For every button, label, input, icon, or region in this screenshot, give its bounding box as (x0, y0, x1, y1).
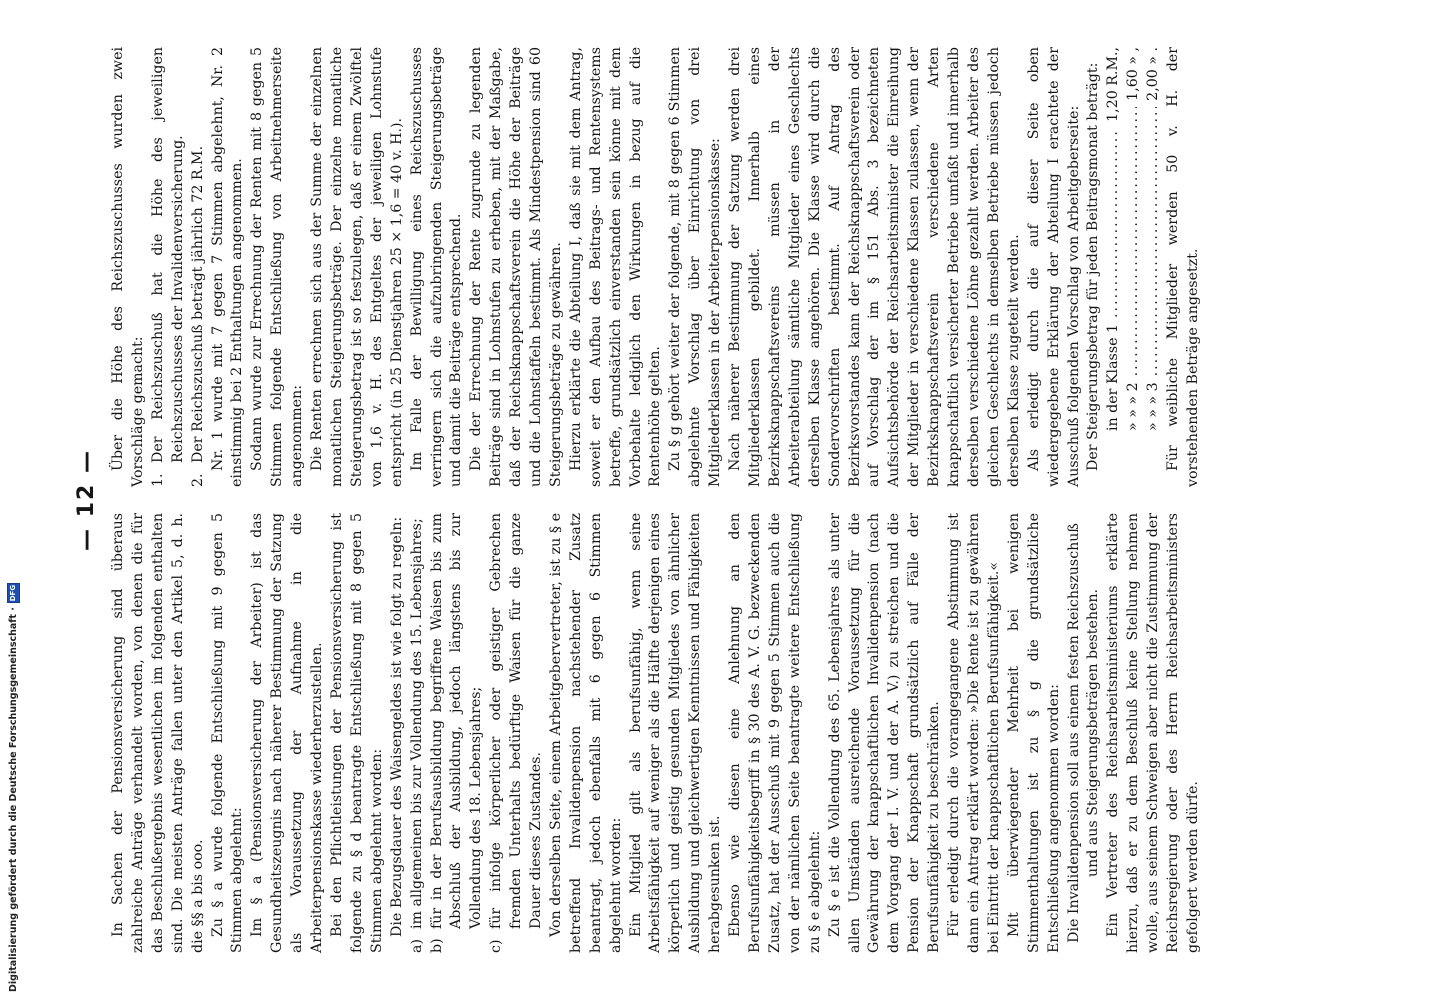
paragraph: Ein Mitglied gilt als berufsunfähig, wenn seine Arbeitsfähigkeit auf weniger als die Hälfte derjenigen eines körperlich und geistig gesunden Mitgliedes von ähnlicher Ausbildung und gleichwertigen Kenntnissen und Fähigkeiten herabgesunken ist. (627, 513, 724, 953)
list-item-text: Der Reichszuschuß beträgt jährlich 72 R.M. (189, 145, 206, 463)
dfg-logo-icon: DFG (7, 583, 20, 603)
text-columns (109, 47, 1204, 953)
list-item (487, 513, 547, 953)
dot-leader (1144, 107, 1164, 377)
list-marker: 1. (149, 473, 166, 487)
list-item (149, 47, 189, 487)
paragraph: Die Bezugsdauer des Waisengeldes ist wie folgt zu regeln: (388, 516, 405, 937)
paragraph: Sodann wurde zur Errechnung der Renten mit 8 gegen 5 Stimmen folgende Entschließung von Arbeitnehmerseite angenommen: (249, 47, 306, 487)
paragraph: Die Renten errechnen sich aus der Summe der einzelnen monatlichen Steigerungsbeträge. Der einzelne monatliche Steigerungsbetrag ist so festzulegen, daß er einem Zwölftel von 1,6 v. H. des Entgeltes der jeweiligen Lohnstufe entspricht (in 25 Dienstjahren 25 × 1,6 = 40 v. H.). (309, 47, 405, 487)
left-column (109, 513, 1204, 953)
paragraph: Zu § a wurde folgende Entschließung mit 9 gegen 5 Stimmen abgelehnt: (209, 513, 246, 953)
document-page (60, 5, 1390, 995)
paragraph: Hierzu erklärte die Abteilung I, daß sie mit dem Antrag, soweit er den Aufbau des Beitrags- und Rentensystems betreffe, grundsätzlich einverstanden sein könne mit dem Vorbehalte lediglich den Wirkungen in bezug auf die Rentenhöhe gelten. (567, 47, 664, 487)
paragraph: Von derselben Seite, einem Arbeitgebervertreter, ist zu § e betreffend Invalidenpension nachstehender Zusatz beantragt, jedoch ebenfalls mit 6 gegen 6 Stimmen abgelehnt worden: (547, 513, 624, 953)
list-marker: b) (428, 938, 445, 953)
list-item (189, 47, 209, 487)
paragraph: Ein Vertreter des Reichsarbeitsministeriums erklärte hierzu, daß er zu dem Beschluß keine Stellung nehmen wolle, aus seinem Schweigen aber nicht die Zustimmung der Reichsregierung oder des Herrn Reichsarbeitsministers gefolgert werden dürfe. (1105, 513, 1201, 953)
paragraph: Zu § e ist die Vollendung des 65. Lebensjahres als unter allen Umständen ausreichende Voraussetzung für die Gewährung der knappschaftlichen Invalidenpension (nach dem Vorgang der I. V. und der A. V.) zu streichen und die Pension der Knappschaft grundsätzlich auf Fälle der Berufsunfähigkeit zu beschränken. (826, 513, 943, 953)
list-marker: a) (408, 939, 425, 953)
list-marker: c) (488, 939, 505, 953)
paragraph: Über die Höhe des Reichszuschusses wurden zwei Vorschläge gemacht: (110, 47, 146, 487)
rate-value: 2,00 » . (1145, 47, 1162, 101)
rate-class-label: in der Klasse 1 (1105, 323, 1122, 431)
centered-resolution: Die Invalidenpension soll aus einem festen Reichszuschuß und aus Steigerungsbeträgen bestehen. (1065, 523, 1102, 943)
paragraph: Ebenso wie diesen eine Anlehnung an den Berufsunfähigkeitsbegriff in § 30 des A. V. G. bezweckenden Zusatz, hat der Ausschuß mit 9 gegen 5 Stimmen auch die von der nämlichen Seite beantragte weitere Entschließung zu § e abgelehnt: (727, 513, 823, 953)
paragraph: Der Steigerungsbetrag für jeden Beitragsmonat beträgt: (1085, 62, 1102, 471)
paragraph: Im Falle der Bewilligung eines Reichszuschusses verringern sich die aufzubringenden Steigerungsbeträge und damit die Beiträge entsprechend. (408, 47, 465, 487)
digitization-footer (6, 0, 20, 1000)
paragraph: Für weibliche Mitglieder werden 50 v. H. der vorstehenden Beträge angesetzt. (1165, 47, 1201, 487)
paragraph: Im § a (Pensionsversicherung der Arbeiter) ist das Gesundheitszeugnis nach näherer Bestimmung der Satzung als Voraussetzung der Aufnahme in die Arbeiterpensionskasse wiederherzustellen. (249, 513, 326, 953)
paragraph: Als erledigt durch die auf dieser Seite oben wiedergegebene Erklärung der Abteilung I erachtete der Ausschuß folgenden Vorschlag von Arbeitgeberseite: (1025, 47, 1082, 487)
rate-value: 1,20 R.M., (1105, 47, 1122, 122)
page-number: — 12 — (74, 449, 99, 551)
list-item (408, 513, 428, 953)
rate-value: 1,60 » , (1125, 47, 1142, 101)
list-marker: 2. (189, 473, 206, 487)
paragraph: Nach näherer Bestimmung der Satzung werden drei Mitgliederklassen gebildet. Innerhalb eines Bezirksknappschaftsvereins müssen in der Arbeiterabteilung sämtliche Mitglieder eines Geschlechts derselben Klasse angehören. Die Klasse wird durch die Sondervorschriften bestimmt. Auf Antrag des Bezirksvorstandes kann der Reichsknappschaftsverein oder auf Vorschlag der im § 151 Abs. 3 bezeichneten Aufsichtsbehörde der Reichsarbeitsminister die Einreihung der Mitglieder in verschiedene Klassen zulassen, wenn der Bezirksknappschaftsverein verschiedene Arten knappschaftlich versicherter Betriebe umfaßt und innerhalb derselben verschiedene Löhne gezahlt werden. Arbeiter des gleichen Geschlechts in demselben Betriebe müssen jedoch derselben Klasse zugeteilt werden. (727, 47, 1022, 487)
dot-leader (1124, 107, 1144, 377)
list-item-text: im allgemeinen bis zur Vollendung des 15. Lebensjahres; (408, 518, 425, 929)
paragraph: In Sachen der Pensionsversicherung sind überaus zahlreiche Anträge verhandelt worden, von denen die für das Beschlußergebnis wesentlichen im folgenden enthalten sind. Die meisten Anträge fallen unter den Artikel 5, d. h. die §§ a bis ooo. (110, 513, 206, 953)
list-item-text: für in der Berufsausbildung begriffene Waisen bis zum Abschluß der Ausbildung, jedoch längstens bis zur Vollendung des 18. Lebensjahres; (428, 513, 485, 929)
rate-class-label: » » » 3 (1145, 382, 1162, 431)
right-column (109, 47, 1204, 487)
paragraph: Bei den Pflichtleistungen der Pensionsversicherung ist folgende zu § d beantragte Entschließung mit 8 gegen 5 Stimmen abgelehnt worden: (328, 513, 385, 953)
paragraph: Für erledigt durch die vorangegangene Abstimmung ist dann ein Antrag erklärt worden: »Die Rente ist zu gewähren bei Eintritt der knappschaftlichen Berufsunfähigkeit.« (946, 513, 1002, 953)
dot-leader (1104, 128, 1124, 318)
list-item (428, 513, 488, 953)
rate-row (1104, 47, 1124, 487)
list-item-text: für infolge körperlicher oder geistiger Gebrechen fremden Unterhalts bedürftige Waisen für die ganze Dauer dieses Zustandes. (488, 513, 545, 929)
paragraph: Nr. 1 wurde mit 7 gegen 7 Stimmen abgelehnt, Nr. 2 einstimmig bei 2 Enthaltungen angenommen. (209, 47, 246, 487)
list-item-text: Der Reichszuschuß hat die Höhe des jeweiligen Reichszuschusses der Invalidenversicherung. (149, 47, 186, 463)
rate-row (1144, 47, 1164, 487)
rate-row (1124, 47, 1144, 487)
paragraph: Die der Errechnung der Rente zugrunde zu legenden Beiträge sind in Lohnstufen zu erheben, mit der Maßgabe, daß der Reichsknappschaftsverein die Höhe der Beiträge und die Lohnstaffeln bestimmt. Als Mindestpension sind 60 Steigerungsbeträge zu gewähren. (468, 47, 564, 487)
paragraph: Zu § g gehört weiter der folgende, mit 8 gegen 6 Stimmen abgelehnte Vorschlag über Einrichtung von drei Mitgliederklassen in der Arbeiterpensionskasse: (667, 47, 724, 487)
footer-text: Digitalisierung gefördert durch die Deutsche Forschungsgemeinschaft · (7, 607, 19, 992)
paragraph: Mit überwiegender Mehrheit bei wenigen Stimmenthaltungen ist zu § g die grundsätzliche Entschließung angenommen worden: (1005, 513, 1062, 953)
rate-class-label: » » » 2 (1125, 382, 1142, 431)
